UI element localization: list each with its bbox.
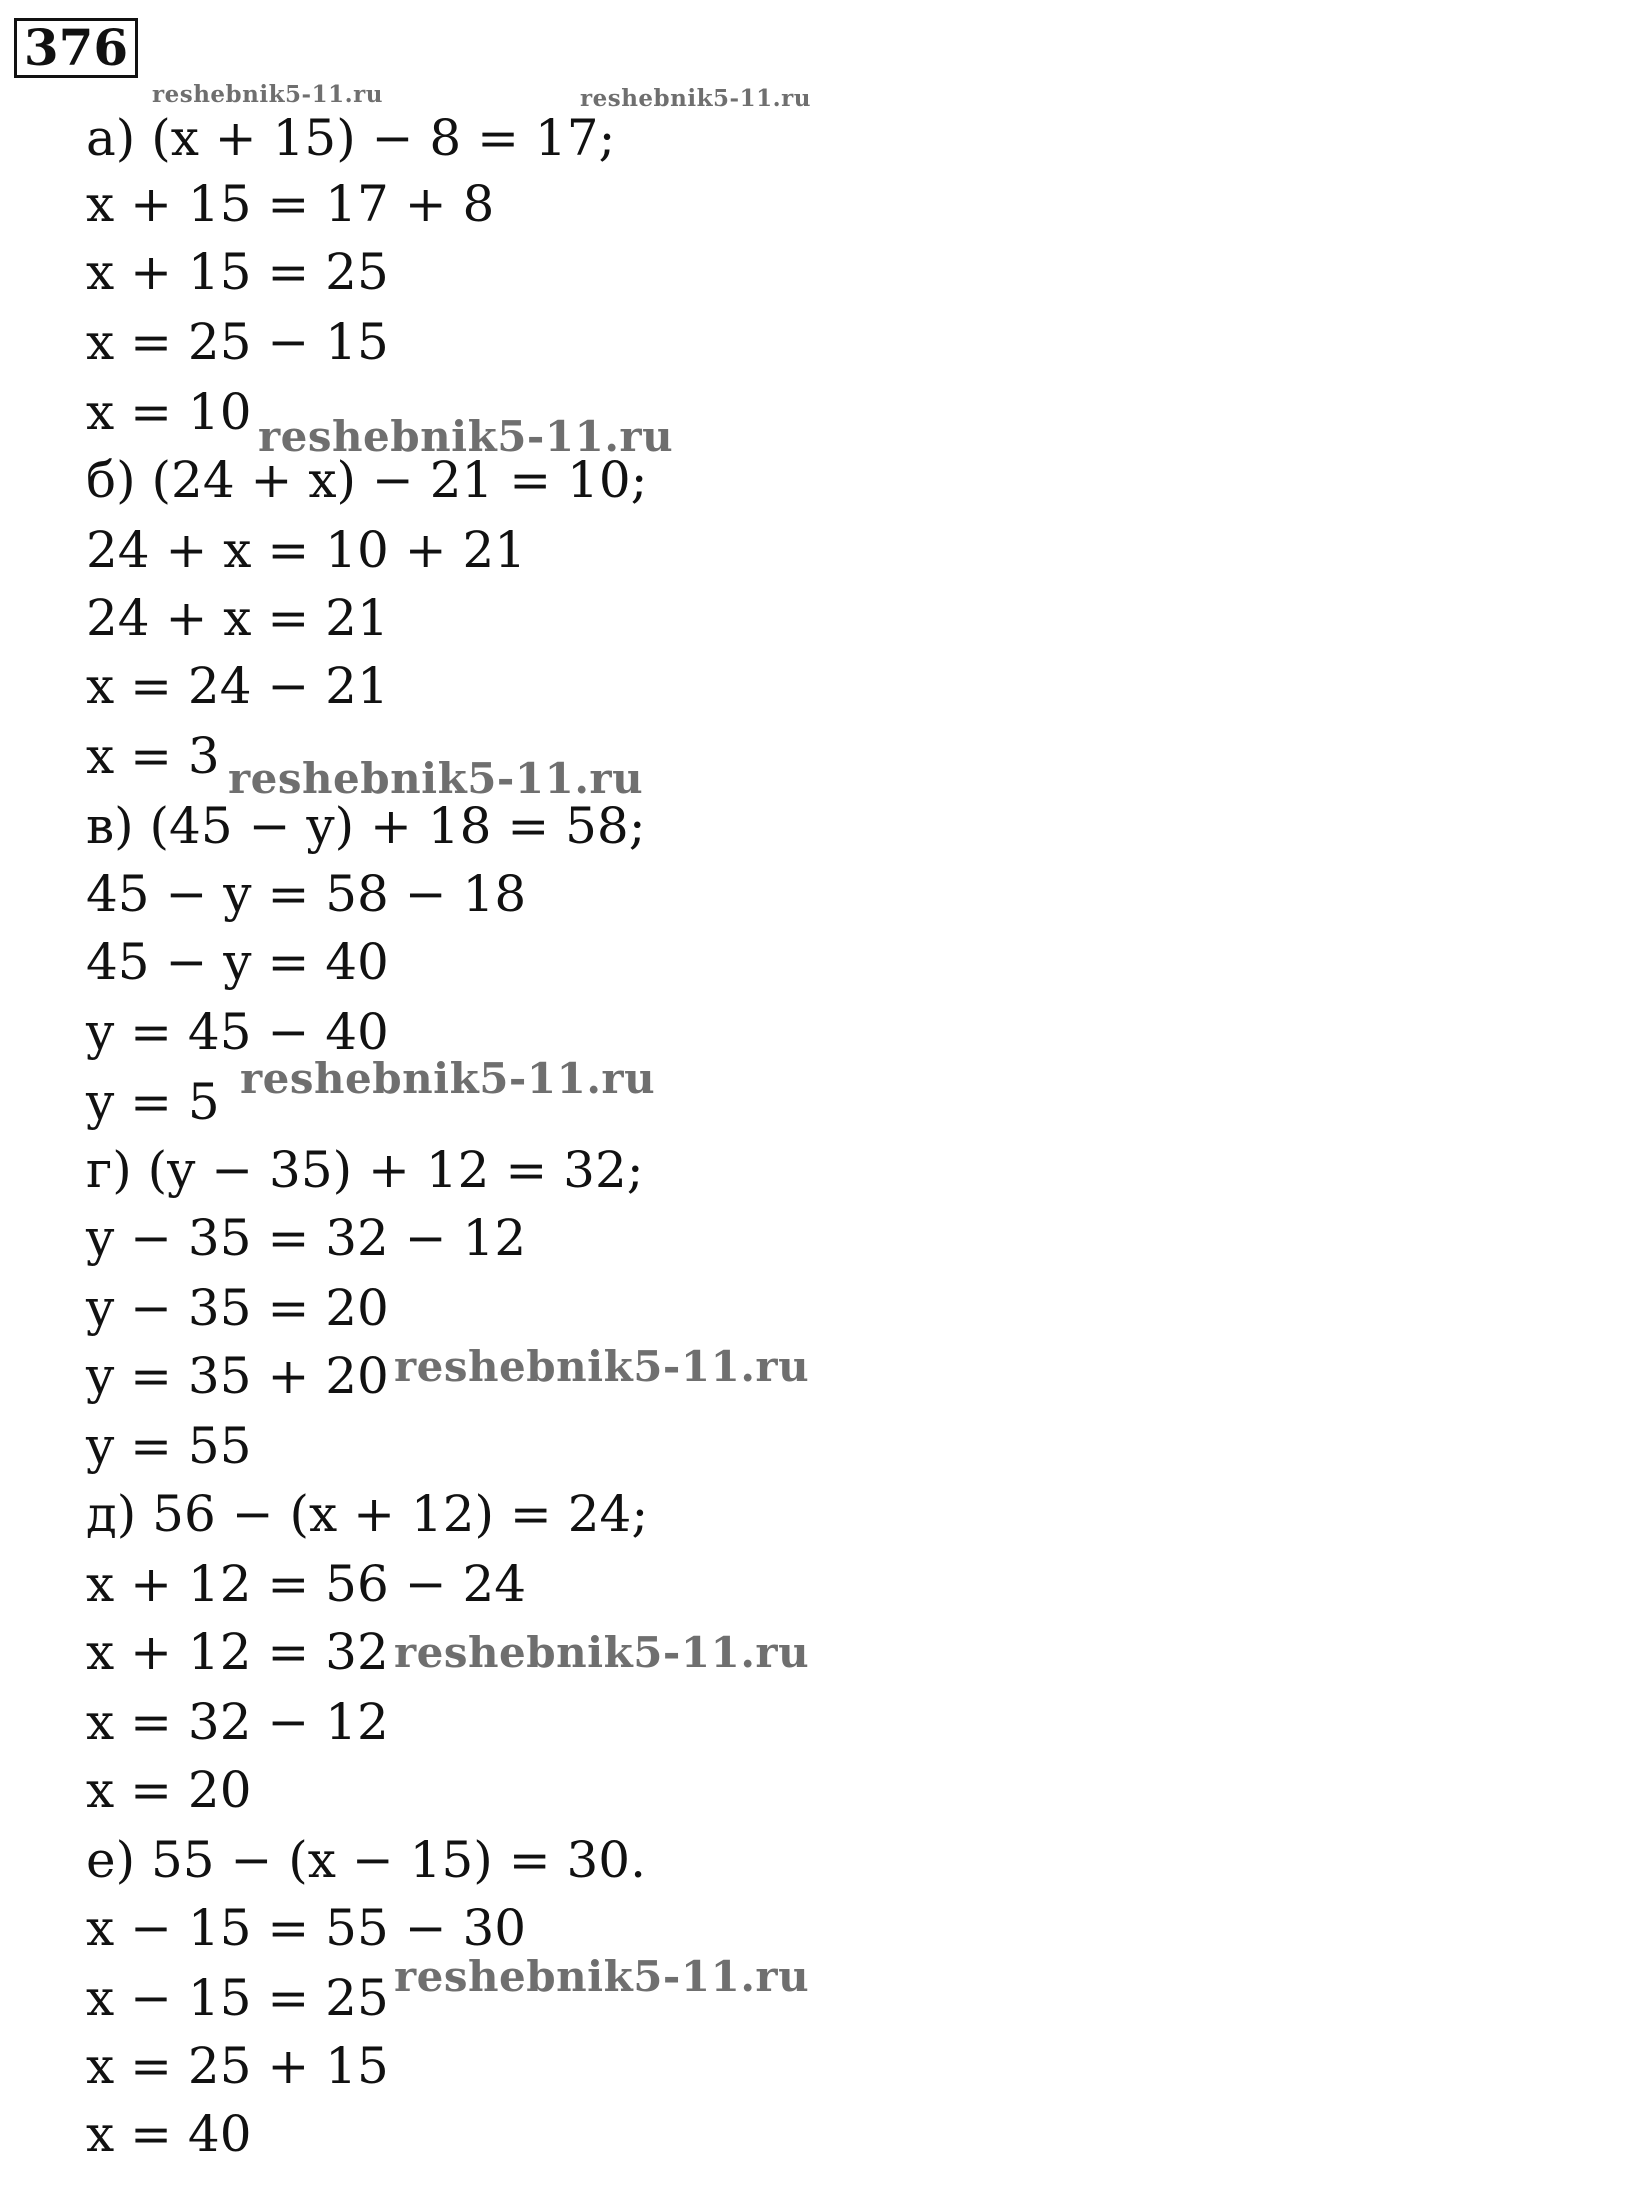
line-e-step-2: x + 12 = 32 <box>86 1623 389 1681</box>
line-c-equation: в) (45 − y) + 18 = 58; <box>86 797 646 855</box>
line-d-step-2: y − 35 = 20 <box>86 1279 389 1337</box>
line-e-step-1: x + 12 = 56 − 24 <box>86 1555 527 1613</box>
line-d-equation: г) (y − 35) + 12 = 32; <box>86 1141 644 1199</box>
line-b-step-1: 24 + x = 10 + 21 <box>86 521 527 579</box>
task-number-box: 376 <box>14 18 138 78</box>
line-f-step-1: x − 15 = 55 − 30 <box>86 1899 527 1957</box>
line-d-step-3: y = 35 + 20 <box>86 1347 389 1405</box>
line-b-equation: б) (24 + x) − 21 = 10; <box>86 451 648 509</box>
line-f-equation: е) 55 − (x − 15) = 30. <box>86 1831 647 1889</box>
watermark: reshebnik5-11.ru <box>394 1342 810 1391</box>
line-e-equation: д) 56 − (x + 12) = 24; <box>86 1485 649 1543</box>
watermark: reshebnik5-11.ru <box>394 1628 810 1677</box>
line-b-step-3: x = 24 − 21 <box>86 657 389 715</box>
line-a-equation: а) (x + 15) − 8 = 17; <box>86 109 616 167</box>
line-c-step-1: 45 − y = 58 − 18 <box>86 865 527 923</box>
watermark: reshebnik5-11.ru <box>580 85 811 112</box>
line-b-answer: x = 3 <box>86 727 220 785</box>
line-f-step-3: x = 25 + 15 <box>86 2037 389 2095</box>
line-e-answer: x = 20 <box>86 1761 252 1819</box>
line-c-step-2: 45 − y = 40 <box>86 933 389 991</box>
watermark: reshebnik5-11.ru <box>152 81 383 108</box>
line-e-step-3: x = 32 − 12 <box>86 1693 389 1751</box>
line-b-step-2: 24 + x = 21 <box>86 589 389 647</box>
line-d-answer: y = 55 <box>86 1417 252 1475</box>
line-c-step-3: y = 45 − 40 <box>86 1003 389 1061</box>
line-a-step-3: x = 25 − 15 <box>86 313 389 371</box>
line-a-step-2: x + 15 = 25 <box>86 243 389 301</box>
watermark: reshebnik5-11.ru <box>258 412 674 461</box>
watermark: reshebnik5-11.ru <box>394 1952 810 2001</box>
line-a-answer: x = 10 <box>86 383 252 441</box>
line-f-step-2: x − 15 = 25 <box>86 1969 389 2027</box>
watermark: reshebnik5-11.ru <box>240 1054 656 1103</box>
line-f-answer: x = 40 <box>86 2105 252 2163</box>
line-c-answer: y = 5 <box>86 1073 220 1131</box>
line-d-step-1: y − 35 = 32 − 12 <box>86 1209 527 1267</box>
line-a-step-1: x + 15 = 17 + 8 <box>86 175 495 233</box>
watermark: reshebnik5-11.ru <box>228 754 644 803</box>
